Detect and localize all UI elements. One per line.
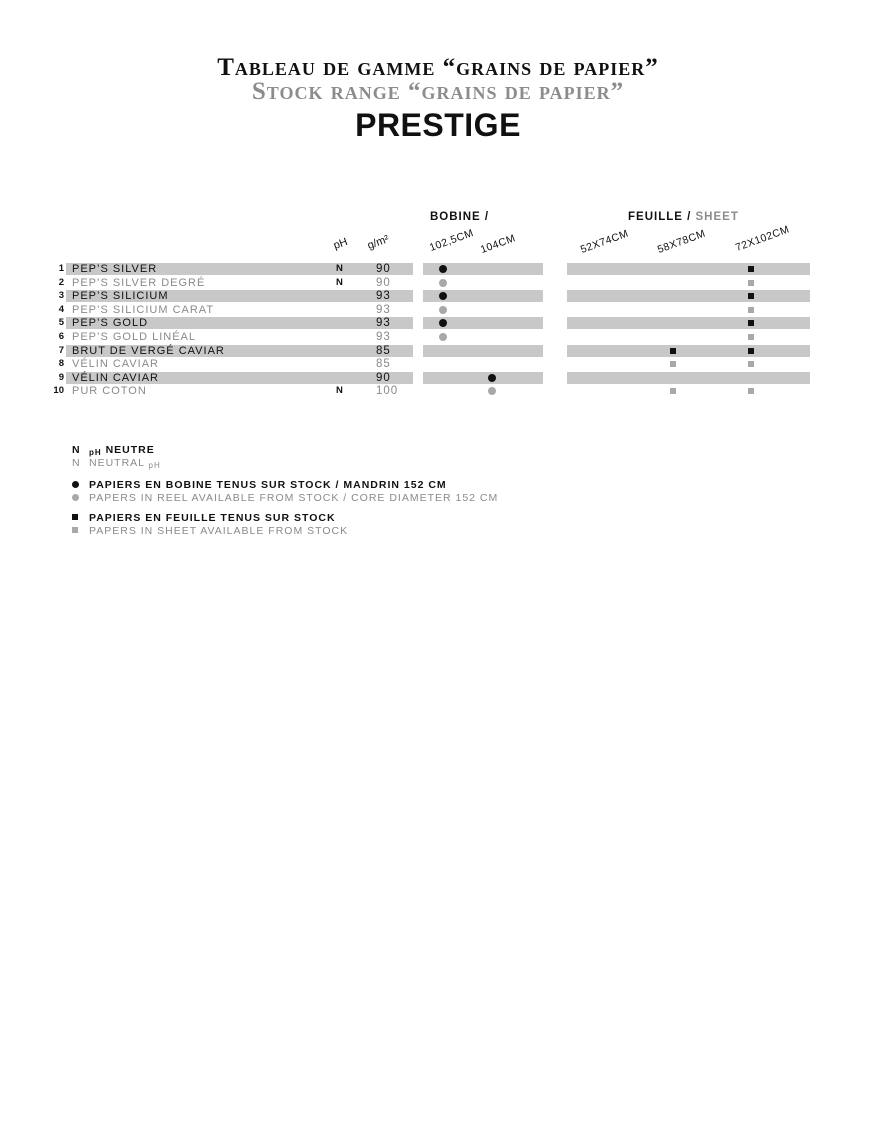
sheet-square-icon [748, 334, 754, 340]
legend-reel-en-text: PAPERS IN REEL AVAILABLE FROM STOCK / CORE DIAMETER 152 CM [89, 492, 499, 504]
gsm-value: 100 [376, 385, 399, 398]
paper-name: PEP’S SILVER [72, 263, 158, 275]
table-row [0, 358, 876, 370]
legend-n-symbol: N [72, 444, 81, 456]
gsm-value: 90 [376, 276, 391, 289]
sheet-square-icon [748, 293, 754, 299]
table-row [0, 290, 876, 302]
row-number: 2 [58, 276, 64, 288]
row-bar-sheet [567, 385, 810, 397]
paper-name: PEP’S SILVER DEGRÉ [72, 276, 206, 289]
paper-name: PEP’S SILICIUM [72, 290, 169, 303]
row-bar-sheet [567, 331, 810, 343]
sheet-square-icon [748, 388, 754, 394]
paper-name: PEP’S SILICIUM CARAT [72, 303, 215, 316]
feuille-label: FEUILLE / [628, 211, 692, 223]
row-bar-sheet [567, 345, 810, 357]
title-english: Stock range “grains de papier” [251, 78, 625, 105]
row-bar-sheet [567, 290, 810, 302]
legend-n-symbol-en: N [72, 457, 81, 469]
ph-column-header: pH [331, 235, 350, 252]
reel-dot-icon [488, 374, 496, 382]
sheet-square-icon [72, 527, 78, 533]
reel-dot-icon [72, 481, 79, 488]
sheet-square-icon [748, 320, 754, 326]
table-row [0, 345, 876, 357]
sheet-square-icon [72, 514, 78, 520]
row-number: 1 [58, 263, 64, 274]
row-bar-sheet [567, 304, 810, 316]
sheet-size-72x102: 72X102CM [733, 223, 792, 254]
gsm-value: 85 [376, 358, 391, 371]
reel-dot-icon [439, 333, 447, 341]
gsm-value: 90 [376, 263, 391, 275]
gsm-value: 93 [376, 303, 391, 316]
sheet-square-icon [670, 348, 676, 354]
paper-name: PUR COTON [72, 385, 147, 398]
table-row [0, 304, 876, 316]
row-bar-sheet [567, 317, 810, 329]
row-number: 6 [58, 331, 64, 342]
gsm-value: 85 [376, 344, 391, 357]
legend-sheet-fr-text: PAPIERS EN FEUILLE TENUS SUR STOCK [89, 512, 336, 524]
reel-dot-icon [439, 265, 447, 273]
row-bar-sheet [567, 263, 810, 275]
row-number: 8 [58, 358, 64, 370]
row-bar-sheet [567, 277, 810, 289]
ph-value: N [336, 276, 343, 288]
sheet-label: SHEET [695, 211, 739, 223]
table-row [0, 317, 876, 329]
row-bar-reel [423, 372, 543, 384]
gsm-column-header: g/m² [365, 233, 391, 252]
paper-name: VÉLIN CAVIAR [72, 371, 159, 384]
legend-ph-neutral: NEUTRAL [89, 457, 145, 469]
row-bar-reel [423, 385, 543, 397]
bobine-label: BOBINE / [430, 211, 490, 223]
sheet-size-58x78: 58X78CM [655, 227, 708, 256]
legend-sheet-en-text: PAPERS IN SHEET AVAILABLE FROM STOCK [89, 525, 349, 537]
bobine-reel-header [430, 211, 489, 223]
paper-name: PEP’S GOLD LINÉAL [72, 331, 196, 343]
sheet-square-icon [748, 280, 754, 286]
row-number: 9 [58, 371, 64, 383]
legend-ph-sub: pH [89, 448, 102, 457]
legend-reel-en [72, 492, 498, 505]
paper-name: VÉLIN CAVIAR [72, 358, 159, 371]
gsm-value: 90 [376, 371, 391, 384]
reel-dot-icon [439, 279, 447, 287]
reel-size-102-5: 102,5CM [427, 226, 476, 254]
sheet-square-icon [670, 388, 676, 394]
row-number: 5 [58, 317, 64, 329]
table-row [0, 385, 876, 397]
gsm-value: 93 [376, 317, 391, 330]
sheet-square-icon [748, 266, 754, 272]
row-number: 4 [58, 303, 64, 315]
paper-name: BRUT DE VERGÉ CAVIAR [72, 344, 225, 357]
sheet-square-icon [748, 307, 754, 313]
title-french: Tableau de gamme “grains de papier” [217, 54, 659, 81]
sheet-size-52x74: 52X74CM [578, 227, 631, 256]
table-row [0, 372, 876, 384]
paper-name: PEP’S GOLD [72, 317, 149, 330]
legend-ph-en [72, 457, 161, 472]
row-bar-reel [423, 358, 543, 370]
row-number: 3 [58, 290, 64, 302]
ph-value: N [336, 263, 343, 274]
row-bar-sheet [567, 372, 810, 384]
reel-size-104: 104CM [478, 232, 518, 256]
table-row [0, 331, 876, 343]
row-number: 7 [58, 344, 64, 356]
page-title: PRESTIGE [355, 107, 521, 143]
reel-dot-icon [439, 306, 447, 314]
legend-ph-sub-en: pH [148, 461, 161, 470]
row-bar-sheet [567, 358, 810, 370]
sheet-square-icon [748, 348, 754, 354]
legend-reel-fr-text: PAPIERS EN BOBINE TENUS SUR STOCK / MANDRIN 152 CM [89, 479, 447, 491]
legend-ph-neutre: NEUTRE [105, 444, 155, 456]
legend-sheet-fr [72, 512, 336, 525]
gsm-value: 93 [376, 290, 391, 303]
legend-sheet-en [72, 525, 348, 538]
legend-reel-fr [72, 479, 447, 492]
table-row [0, 263, 876, 275]
ph-value: N [336, 385, 343, 397]
sheet-square-icon [748, 361, 754, 367]
row-number: 10 [53, 385, 64, 397]
gsm-value: 93 [376, 331, 391, 343]
table-row [0, 277, 876, 289]
reel-dot-icon [72, 494, 79, 501]
row-bar-reel [423, 345, 543, 357]
sheet-square-icon [670, 361, 676, 367]
feuille-sheet-header [628, 211, 739, 223]
